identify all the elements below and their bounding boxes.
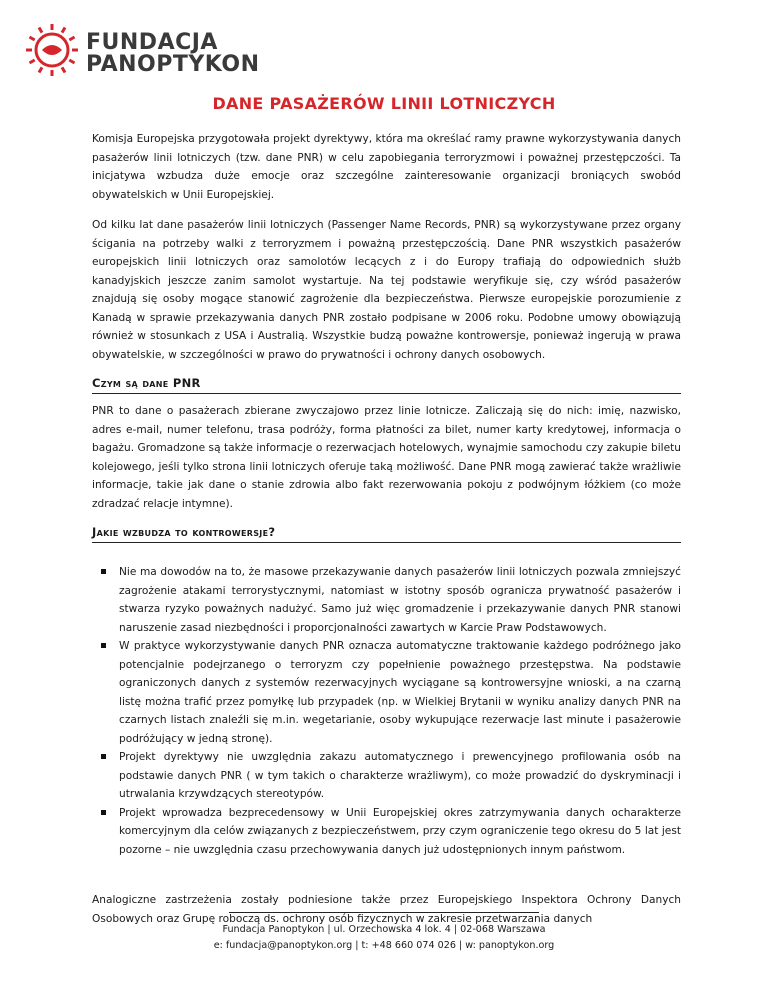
- footer-contact: e: fundacja@panoptykon.org | t: +48 660 074 026 | w: panoptykon.org: [213, 940, 555, 951]
- panoptykon-logo: [24, 22, 264, 88]
- bullet-icon: [101, 754, 106, 759]
- background-paragraph: Od kilku lat dane pasażerów linii lotniczych (Passenger Name Records, PNR) są wykorzystywane przez organy ścigania na potrzeby walki z terroryzmem i poważną przestępczością. Dane PNR wszystkich pasażerów europejskich linii lotniczych oraz samolotów lecących z i do Europy trafiają do odpowiednich służb kanadyjskich jeszcze zanim samolot wystartuje. Na tej podstawie weryfikuje się, czy wśród pasażerów znajdują się osoby mogące stanowić zagrożenie dla bezpieczeństwa. Pierwsze europejskie porozumienie z Kanadą w sprawie przekazywania danych PNR zostało podpisane w 2006 roku. Podobne umowy obowiązują również w stosunkach z USA i Australią. Wszystkie budzą poważne kontrowersje, ponieważ ingerują w prawa obywatelskie, w szczególności w prawo do prywatności i ochrony danych osobowych.: [92, 219, 681, 361]
- list-item-text: Projekt dyrektywy nie uwzględnia zakazu automatycznego i prewencyjnego profilowania osób na podstawie danych PNR ( w tym takich o charakterze wrażliwym), co może prowadzić do dyskryminacji i utrwalania krzywdzących stereotypów.: [119, 751, 681, 800]
- logo-line-1: FUNDACJA: [86, 30, 218, 55]
- bullet-icon: [101, 810, 106, 815]
- section-heading-controversy: Jakie wzbudza to kontrowersje?: [92, 525, 681, 543]
- logo-line-2: PANOPTYKON: [86, 52, 260, 77]
- section-heading-pnr: Czym są dane PNR: [92, 376, 681, 394]
- bullet-icon: [101, 643, 106, 648]
- list-item: [119, 637, 681, 748]
- footer-address: Fundacja Panoptykon | ul. Orzechowska 4 lok. 4 | 02-068 Warszawa: [222, 924, 546, 935]
- list-item-text: Projekt wprowadza bezprecedensowy w Unii Europejskiej okres zatrzymywania danych ocharakterze komercyjnym dla celów związanych z bezpieczeństwem, przy czym ograniczenie tego okresu do 5 lat jest pozorne – nie uwzględnia czasu przechowywania danych już udostępnionych innym państwom.: [119, 806, 681, 856]
- controversy-list: [92, 563, 681, 859]
- document-title: DANE PASAŻERÓW LINII LOTNICZYCH: [212, 94, 556, 113]
- document-body: [92, 130, 681, 940]
- closing-paragraph: Analogiczne zastrzeżenia zostały podniesione także przez Europejskiego Inspektora Ochrony Danych Osobowych oraz Grupę roboczą ds. ochrony osób fizycznych w zakresie przetwarzania danych: [92, 894, 681, 925]
- logo-wordmark: [86, 32, 259, 76]
- intro-paragraph: Komisja Europejska przygotowała projekt dyrektywy, która ma określać ramy prawne wykorzystywania danych pasażerów linii lotniczych (tzw. dane PNR) w celu zapobiegania terroryzmowi i poważnej przestępczości. Ta inicjatywa wzbudza duże emocje oraz szczególne zainteresowanie organizacji broniących swobód obywatelskich w Unii Europejskiej.: [92, 133, 681, 201]
- pnr-definition-paragraph: PNR to dane o pasażerach zbierane zwyczajowo przez linie lotnicze. Zaliczają się do nich: imię, nazwisko, adres e-mail, numer telefonu, trasa podróży, forma płatności za bilet, numer karty kredytowej, informacja o bagażu. Gromadzone są także informacje o rezerwacjach hotelowych, wynajmie samochodu czy zakupie biletu kolejowego, jeśli tylko strona linii lotniczych oferuje taką możliwość. Dane PNR mogą zawierać także wrażliwie informacje, takie jak dane o stanie zdrowia albo fakt rezerwowania pokoju z podwójnym łóżkiem (co może zdradzać relacje intymne).: [92, 405, 681, 510]
- footer: [0, 922, 768, 954]
- eye-logo-icon: [24, 22, 80, 78]
- footer-divider: [229, 912, 539, 913]
- bullet-icon: [101, 569, 106, 574]
- list-item-text: W praktyce wykorzystywanie danych PNR oznacza automatyczne traktowanie każdego podróżnego jako potencjalnie podejrzanego o terroryzm czy popełnienie poważnego przestępstwa. Na podstawie ograniczonych danych z systemów rezerwacyjnych wyciągane są kontrowersyjne wnioski, a na czarną listę można trafić przez pomyłkę lub przypadek (np. w Wielkiej Brytanii w wyniku analizy danych PNR na czarnych listach znaleźli się m.in. wegetarianie, osoby wykupujące rezerwacje last minute i pasażerowie podróżujący w jedną stronę).: [119, 640, 681, 745]
- list-item: [119, 748, 681, 804]
- list-item: [119, 563, 681, 637]
- list-item: [119, 804, 681, 860]
- list-item-text: Nie ma dowodów na to, że masowe przekazywanie danych pasażerów linii lotniczych pozwala zmniejszyć zagrożenie atakami terrorystycznymi, natomiast w istotny sposób ogranicza prywatność pasażerów i stwarza ryzyko poważnych nadużyć. Samo już więc gromadzenie i przekazywanie danych PNR stanowi naruszenie zasad niezbędności i proporcjonalności zawartych w Karcie Praw Podstawowych.: [119, 566, 681, 634]
